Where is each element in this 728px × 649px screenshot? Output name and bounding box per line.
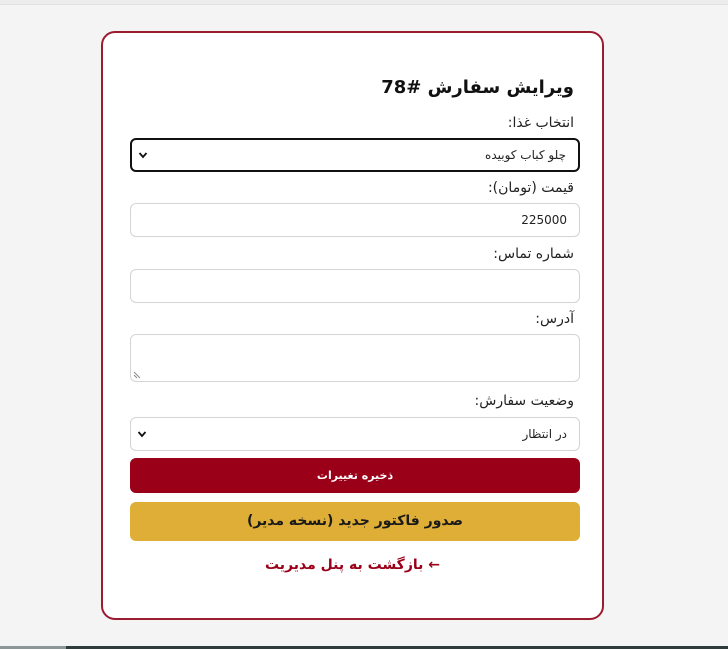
edit-order-card bbox=[101, 31, 604, 620]
food-label: انتخاب غذا: bbox=[507, 115, 574, 131]
food-select-value: چلو کباب کوبیده bbox=[485, 148, 566, 162]
price-label: قیمت (تومان): bbox=[487, 180, 574, 196]
new-invoice-button[interactable]: صدور فاکتور جدید (نسخه مدیر) bbox=[130, 502, 580, 541]
status-select-value: در انتظار bbox=[522, 427, 567, 441]
status-select[interactable] bbox=[130, 417, 580, 451]
price-input[interactable] bbox=[130, 203, 580, 237]
chevron-down-icon bbox=[138, 150, 148, 160]
resize-grip-icon[interactable] bbox=[133, 371, 141, 379]
back-to-admin-link[interactable]: ← بازگشت به پنل مدیریت bbox=[264, 557, 441, 573]
address-label: آدرس: bbox=[535, 311, 574, 327]
phone-input[interactable] bbox=[130, 269, 580, 303]
price-input-value: 225000 bbox=[521, 213, 567, 227]
address-textarea[interactable] bbox=[130, 334, 580, 382]
phone-label: شماره تماس: bbox=[493, 246, 574, 262]
chevron-down-icon bbox=[137, 429, 147, 439]
page-title: ویرایش سفارش #78 bbox=[381, 77, 574, 98]
save-button[interactable]: ذخیره تغییرات bbox=[130, 458, 580, 493]
browser-top-edge bbox=[0, 0, 728, 5]
food-select[interactable] bbox=[130, 138, 580, 172]
status-label: وضعیت سفارش: bbox=[474, 393, 574, 409]
